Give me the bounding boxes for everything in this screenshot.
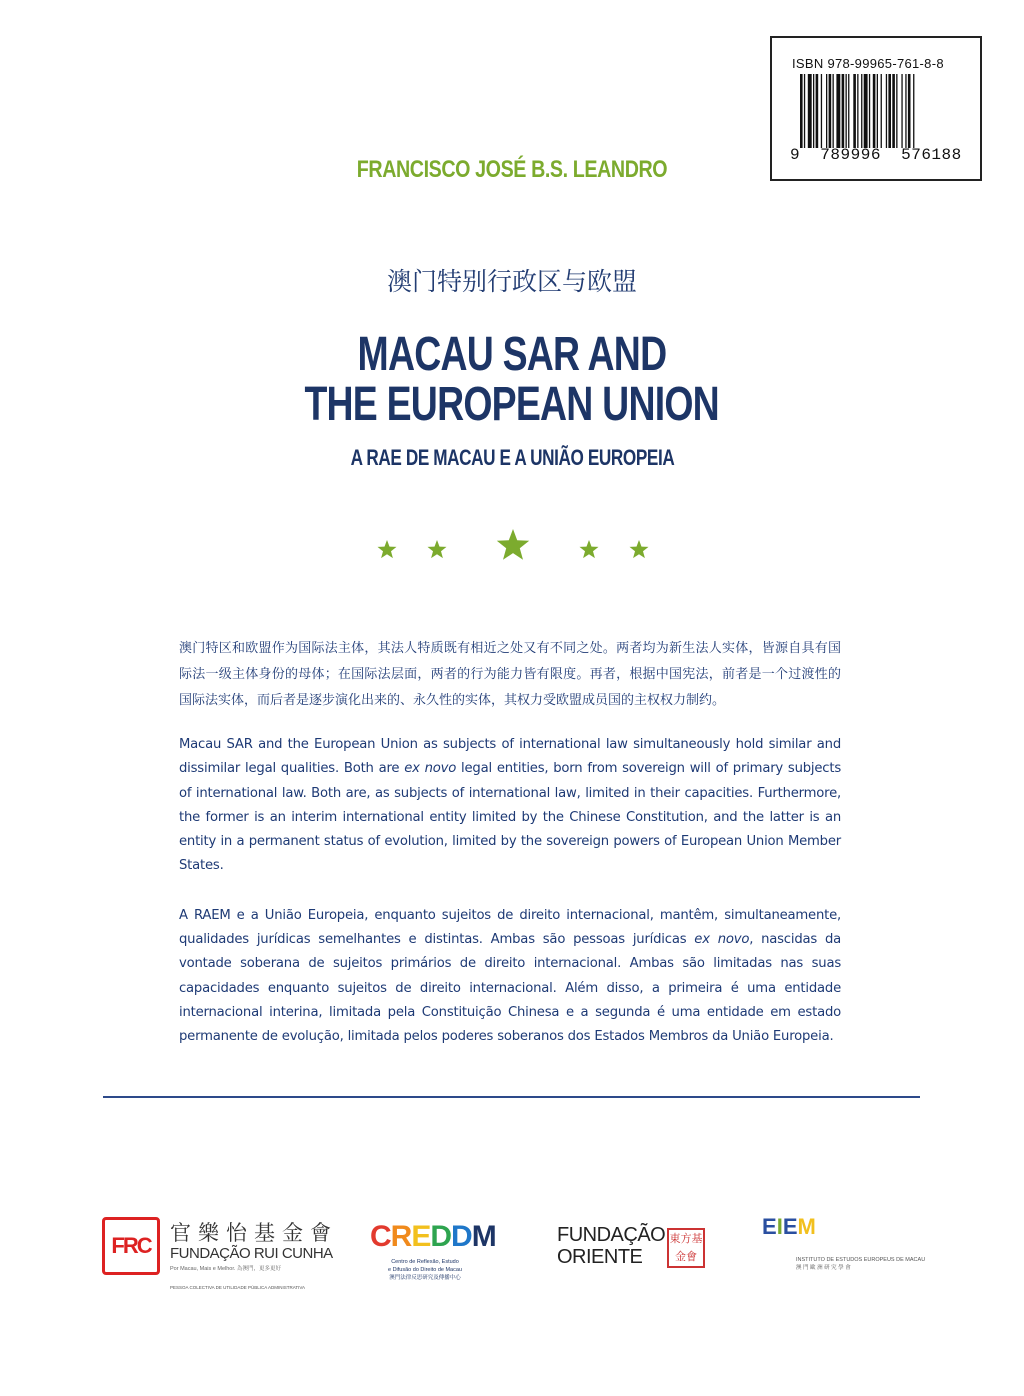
barcode-bar [873, 74, 876, 148]
barcode-bar [853, 74, 856, 148]
barcode-bars [800, 74, 952, 148]
logo-iiem [762, 1214, 926, 1286]
barcode-bar [869, 74, 870, 148]
barcode-bar [905, 74, 906, 148]
frc-mark: FRC [102, 1217, 160, 1275]
eiem-letter: M [797, 1214, 816, 1239]
fo-line-2: ORIENTE [557, 1246, 643, 1268]
title-chinese: 澳门特别行政区与欧盟 [386, 267, 637, 296]
logo-fundacao-rui-cunha [102, 1217, 342, 1297]
eiem-sub-line-1: INSTITUTO DE ESTUDOS EUROPEUS DE MACAU [796, 1257, 926, 1263]
eiem-subtitle [796, 1256, 925, 1272]
title-english-line-1: MACAU SAR AND [357, 328, 667, 381]
synopsis-portuguese-italic: ex novo [694, 932, 750, 948]
fo-line-1: FUNDAÇÃO [557, 1224, 666, 1246]
barcode-bar [877, 74, 878, 148]
title-portuguese-text: A RAE DE MACAU E A UNIÃO EUROPEIA [350, 445, 674, 470]
logo-creddm [370, 1220, 496, 1286]
creddm-sub-line-3: 澳門法律反思研究及傳播中心 [389, 1275, 461, 1281]
barcode-bar [896, 74, 897, 148]
barcode-bar [826, 74, 827, 148]
synopsis-english-italic: ex novo [404, 761, 457, 777]
logo-fundacao-oriente [557, 1224, 712, 1274]
fo-seal: 東方基金會 [667, 1228, 705, 1268]
creddm-letter: C [370, 1220, 391, 1253]
star-icon [378, 540, 397, 558]
barcode-bar [804, 74, 805, 148]
barcode-bar [913, 74, 914, 148]
synopsis-english-text-2: legal entities, born from sovereign will of primary subjects of international law. Both are, as subjects of international law, limited in their capacities. Furthermore, the former is an interim international entity limited by the Chinese Constitution, and the latter is an entity in a permanent status of evolution, limited by the sovereign powers of European Union Member States. [179, 761, 841, 874]
barcode-bar [857, 74, 858, 148]
barcode-bar [848, 74, 849, 148]
barcode-bar [886, 74, 887, 148]
barcode-bar [901, 74, 902, 148]
creddm-letter: D [451, 1220, 472, 1253]
synopsis-english [179, 733, 841, 879]
frc-chinese-name: 官樂怡基金會 [170, 1221, 338, 1245]
creddm-letter: E [411, 1220, 431, 1253]
frc-tagline: Por Macau, Mais e Melhor. 為澳門，更多更好 [170, 1266, 281, 1272]
barcode-bar [808, 74, 812, 148]
barcode-bar [800, 74, 803, 148]
eiem-sub-line-2: 澳 門 歐 洲 研 究 學 會 [796, 1265, 851, 1271]
barcode-bar [821, 74, 822, 148]
synopsis-english-text-1: Macau SAR and the European Union as subjects of international law simultaneously hold similar and dissimilar legal qualities. Both are [179, 737, 841, 777]
creddm-letter: D [430, 1220, 452, 1253]
eiem-letter: I [776, 1214, 783, 1239]
creddm-wordmark [370, 1220, 496, 1254]
barcode-bar [908, 74, 911, 148]
creddm-letter: M [471, 1220, 496, 1253]
eiem-letter: E [762, 1214, 777, 1239]
divider-line [103, 1096, 920, 1098]
barcode-bar [892, 74, 895, 148]
synopsis-portuguese-text-1: A RAEM e a União Europeia, enquanto sujeitos de direito internacional, mantêm, simultaneamente, qualidades jurídicas semelhantes e distintas. Ambas são pessoas jurídicas [179, 907, 841, 948]
star-icon [497, 529, 529, 560]
frc-small-print: PESSOA COLECTIVA DE UTILIDADE PÚBLICA ADMINISTRATIVA [170, 1285, 306, 1290]
fo-wordmark [557, 1224, 665, 1268]
creddm-sub-line-2: e Difusão do Direito de Macau [388, 1267, 462, 1273]
barcode-bar [861, 74, 862, 148]
barcode-bar [864, 74, 868, 148]
synopsis-portuguese [179, 904, 841, 1050]
creddm-subtitle [376, 1258, 474, 1282]
synopsis-chinese: 澳门特区和欧盟作为国际法主体，其法人特质既有相近之处又有不同之处。两者均为新生法人实体，皆源自具有国际法一级主体身份的母体；在国际法层面，两者的行为能力皆有限度。再者，根据中国宪法，前者是一个过渡性的国际法实体，而后者是逐步演化出来的、永久性的实体，其权力受欧盟成员国的主权权力制约。 [179, 641, 841, 708]
barcode-digits: 9 789996 576188 [790, 146, 962, 164]
star-ornament [370, 522, 660, 572]
title-portuguese [0, 445, 1024, 471]
star-icon [580, 540, 599, 558]
barcode-bar [888, 74, 891, 148]
synopsis-portuguese-text-2: , nascidas da vontade soberana de sujeitos primários de direito internacional. Ambas são limitadas nas suas capacidades enquanto sujeitos de direito internacional. Além disso, a primeira é uma entidade internacional interina, limitada pela Constituição Chinesa e a segunda é uma entidade em estado permanente de evolução, limitada pelos poderes soberanos dos Estados Membros da União Europeia. [179, 932, 841, 1045]
barcode-bar [829, 74, 832, 148]
star-icon [630, 540, 649, 558]
barcode-bar [816, 74, 819, 148]
barcode-bar [842, 74, 845, 148]
synopsis [179, 636, 841, 1075]
barcode-bar [813, 74, 814, 148]
star-icon [428, 540, 447, 558]
creddm-sub-line-1: Centro de Reflexão, Estudo [391, 1259, 459, 1265]
eiem-letter: E [782, 1214, 798, 1239]
creddm-letter: R [390, 1220, 412, 1253]
title-english-line-2: THE EUROPEAN UNION [304, 378, 720, 431]
author-name: FRANCISCO JOSÉ B.S. LEANDRO [356, 156, 668, 183]
eiem-wordmark [762, 1216, 816, 1238]
barcode-bar [846, 74, 847, 148]
title-english [0, 330, 1024, 430]
barcode-bar [833, 74, 834, 148]
isbn-label: ISBN 978-99965-761-8-8 [792, 56, 944, 71]
barcode-bar [836, 74, 840, 148]
barcode-bar [881, 74, 882, 148]
frc-name: FUNDAÇÃO RUI CUNHA [170, 1245, 333, 1262]
